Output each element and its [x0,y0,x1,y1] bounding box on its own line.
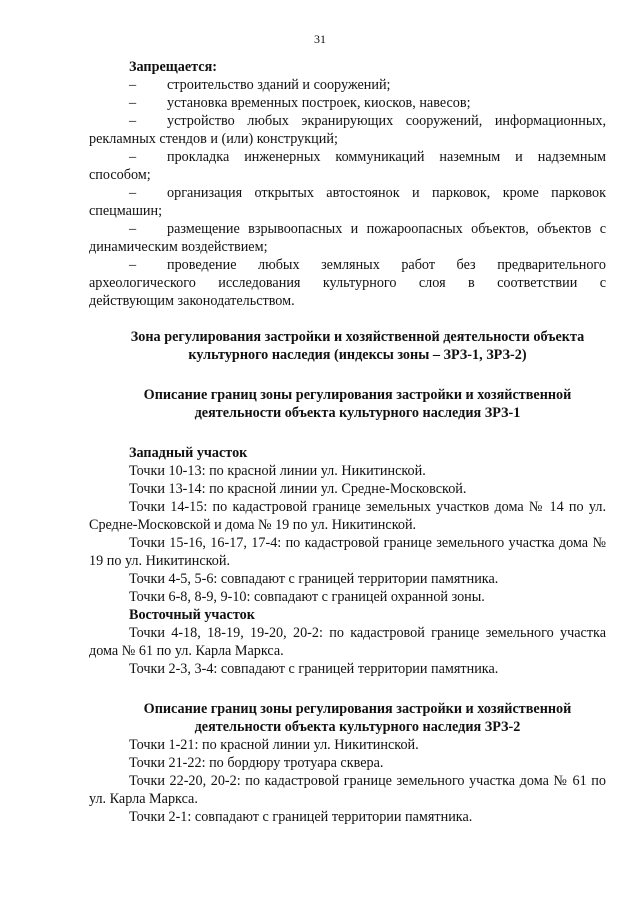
list-item-continuation: спецмашин; [89,203,163,219]
list-item: – устройство любых экранирующих сооружений, информационных, [129,113,606,129]
zone-heading: Зона регулирования застройки и хозяйственной деятельности объекта культурного наследия (индексы зоны – ЗРЗ-1, ЗРЗ-2) [130,329,585,363]
boundary-paragraph: Точки 13-14: по красной линии ул. Средне-Московской. [129,481,467,497]
list-item-continuation: динамическим воздействием; [89,239,268,255]
boundary-paragraph: Точки 1-21: по красной линии ул. Никитинской. [129,737,419,753]
boundary-paragraph: Точки 14-15: по кадастровой границе земельных участков дома № 14 по ул. Средне-Московской и дома № 19 по ул. Никитинской. [89,499,606,533]
boundary-paragraph: Точки 2-3, 3-4: совпадают с границей территории памятника. [129,661,499,677]
zrz1-heading: Описание границ зоны регулирования застройки и хозяйственной деятельности объекта культурного наследия ЗРЗ-1 [143,387,572,421]
list-item-continuation: способом; [89,167,151,183]
list-item-continuation: действующим законодательством. [89,293,295,309]
document-body [89,58,606,826]
page-number: 31 [314,32,326,46]
boundary-paragraph: Точки 2-1: совпадают с границей территории памятника. [129,809,473,825]
boundary-paragraph: Точки 21-22: по бордюру тротуара сквера. [129,755,384,771]
list-item: – строительство зданий и сооружений; [129,77,391,93]
boundary-paragraph: Точки 4-5, 5-6: совпадают с границей территории памятника. [129,571,499,587]
zrz2-heading: Описание границ зоны регулирования застройки и хозяйственной деятельности объекта культурного наследия ЗРЗ-2 [143,701,572,735]
west-section-title: Западный участок [129,445,248,461]
prohibited-heading: Запрещается: [129,59,217,75]
list-item: – размещение взрывоопасных и пожароопасных объектов, объектов с [129,221,606,237]
list-item-continuation: рекламных стендов и (или) конструкций; [89,131,338,147]
list-item: – проведение любых земляных работ без предварительного [129,257,606,273]
east-section-title: Восточный участок [129,607,255,623]
boundary-paragraph: Точки 10-13: по красной линии ул. Никитинской. [129,463,426,479]
boundary-paragraph: Точки 6-8, 8-9, 9-10: совпадают с границей охранной зоны. [129,589,485,605]
list-item-continuation: археологического исследования культурного слоя в соответствии с [89,275,606,291]
boundary-paragraph: Точки 4-18, 18-19, 19-20, 20-2: по кадастровой границе земельного участка дома № 61 по ул. Карла Маркса. [89,625,606,659]
list-item: – организация открытых автостоянок и парковок, кроме парковок [129,185,606,201]
boundary-paragraph: Точки 22-20, 20-2: по кадастровой границе земельного участка дома № 61 по ул. Карла Маркса. [89,773,606,807]
boundary-paragraph: Точки 15-16, 16-17, 17-4: по кадастровой границе земельного участка дома № 19 по ул. Никитинской. [89,535,606,569]
list-item: – установка временных построек, киосков, навесов; [129,95,471,111]
list-item: – прокладка инженерных коммуникаций наземным и надземным [129,149,606,165]
